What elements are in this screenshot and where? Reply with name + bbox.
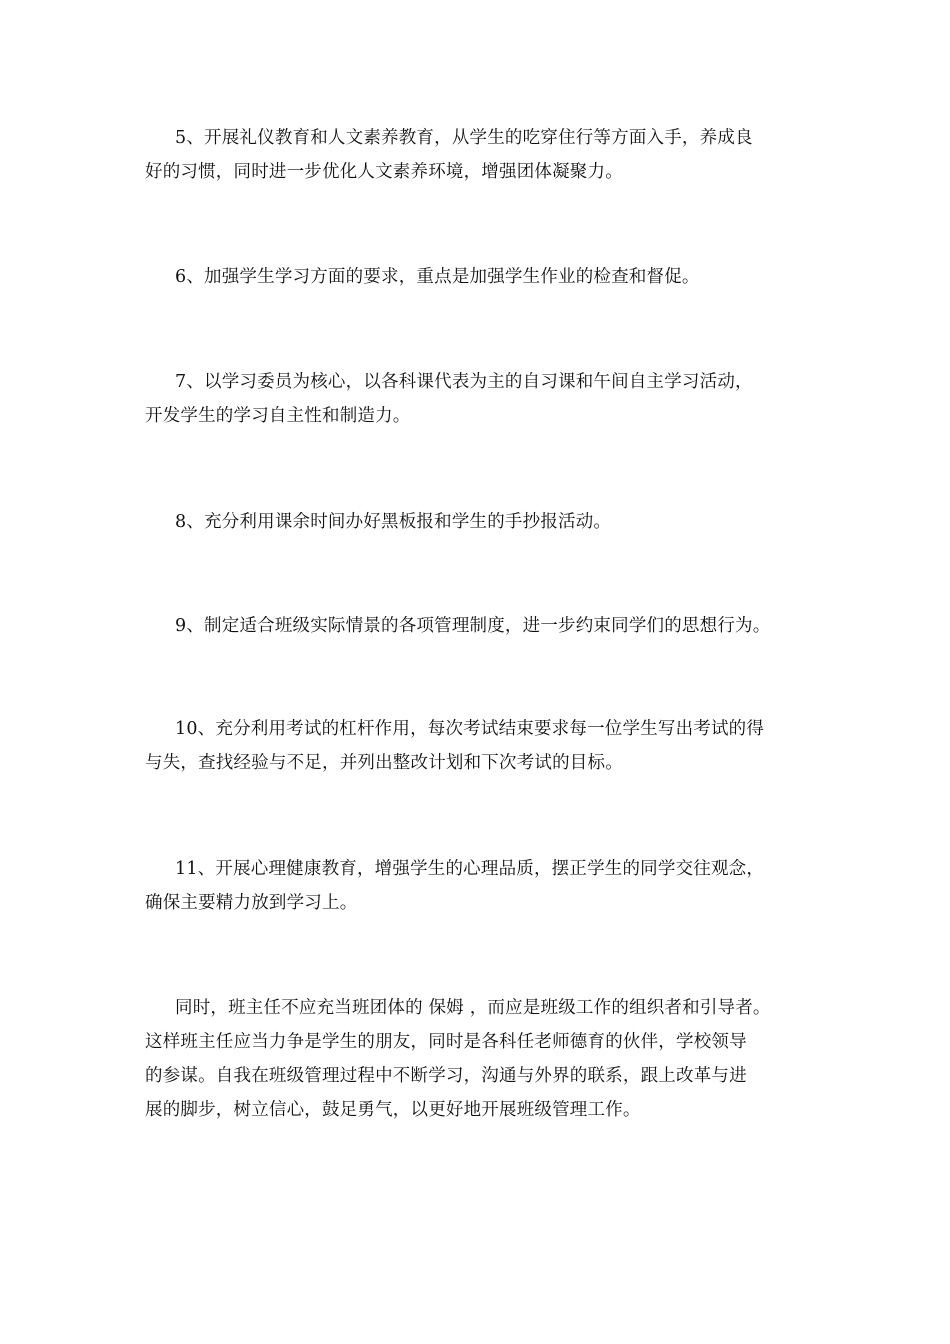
paragraph-line: 确保主要精力放到学习上。 — [145, 893, 358, 913]
paragraph-line: 6、加强学生学习方面的要求，重点是加强学生作业的检查和督促。 — [175, 267, 700, 287]
paragraph-line: 开发学生的学习自主性和制造力。 — [145, 406, 411, 426]
paragraph-line: 10、充分利用考试的杠杆作用，每次考试结束要求每一位学生写出考试的得 — [175, 719, 765, 739]
paragraph-item-10 — [145, 712, 825, 780]
paragraph-line: 这样班主任应当力争是学生的朋友，同时是各科任老师德育的伙伴，学校领导 — [145, 1032, 747, 1052]
paragraph-item-5 — [145, 121, 825, 189]
paragraph-line: 同时，班主任不应充当班团体的 保姆 ，而应是班级工作的组织者和引导者。 — [175, 998, 771, 1018]
paragraph-line: 11、开展心理健康教育，增强学生的心理品质，摆正学生的同学交往观念， — [175, 859, 765, 879]
paragraph-line: 展的脚步，树立信心，鼓足勇气，以更好地开展班级管理工作。 — [145, 1100, 641, 1120]
paragraph-item-6 — [145, 260, 825, 294]
paragraph-item-9 — [145, 609, 825, 643]
paragraph-line: 与失，查找经验与不足，并列出整改计划和下次考试的目标。 — [145, 753, 623, 773]
paragraph-item-8 — [145, 505, 825, 539]
paragraph-item-11 — [145, 852, 825, 920]
paragraph-conclusion — [145, 991, 825, 1127]
paragraph-line: 的参谋。自我在班级管理过程中不断学习，沟通与外界的联系，跟上改革与进 — [145, 1066, 747, 1086]
paragraph-line: 9、制定适合班级实际情景的各项管理制度，进一步约束同学们的思想行为。 — [175, 616, 771, 636]
paragraph-line: 好的习惯，同时进一步优化人文素养环境，增强团体凝聚力。 — [145, 162, 623, 182]
paragraph-line: 7、以学习委员为核心，以各科课代表为主的自习课和午间自主学习活动， — [175, 372, 753, 392]
paragraph-line: 8、充分利用课余时间办好黑板报和学生的手抄报活动。 — [175, 512, 612, 532]
paragraph-line: 5、开展礼仪教育和人文素养教育，从学生的吃穿住行等方面入手，养成良 — [175, 128, 753, 148]
paragraph-item-7 — [145, 365, 825, 433]
